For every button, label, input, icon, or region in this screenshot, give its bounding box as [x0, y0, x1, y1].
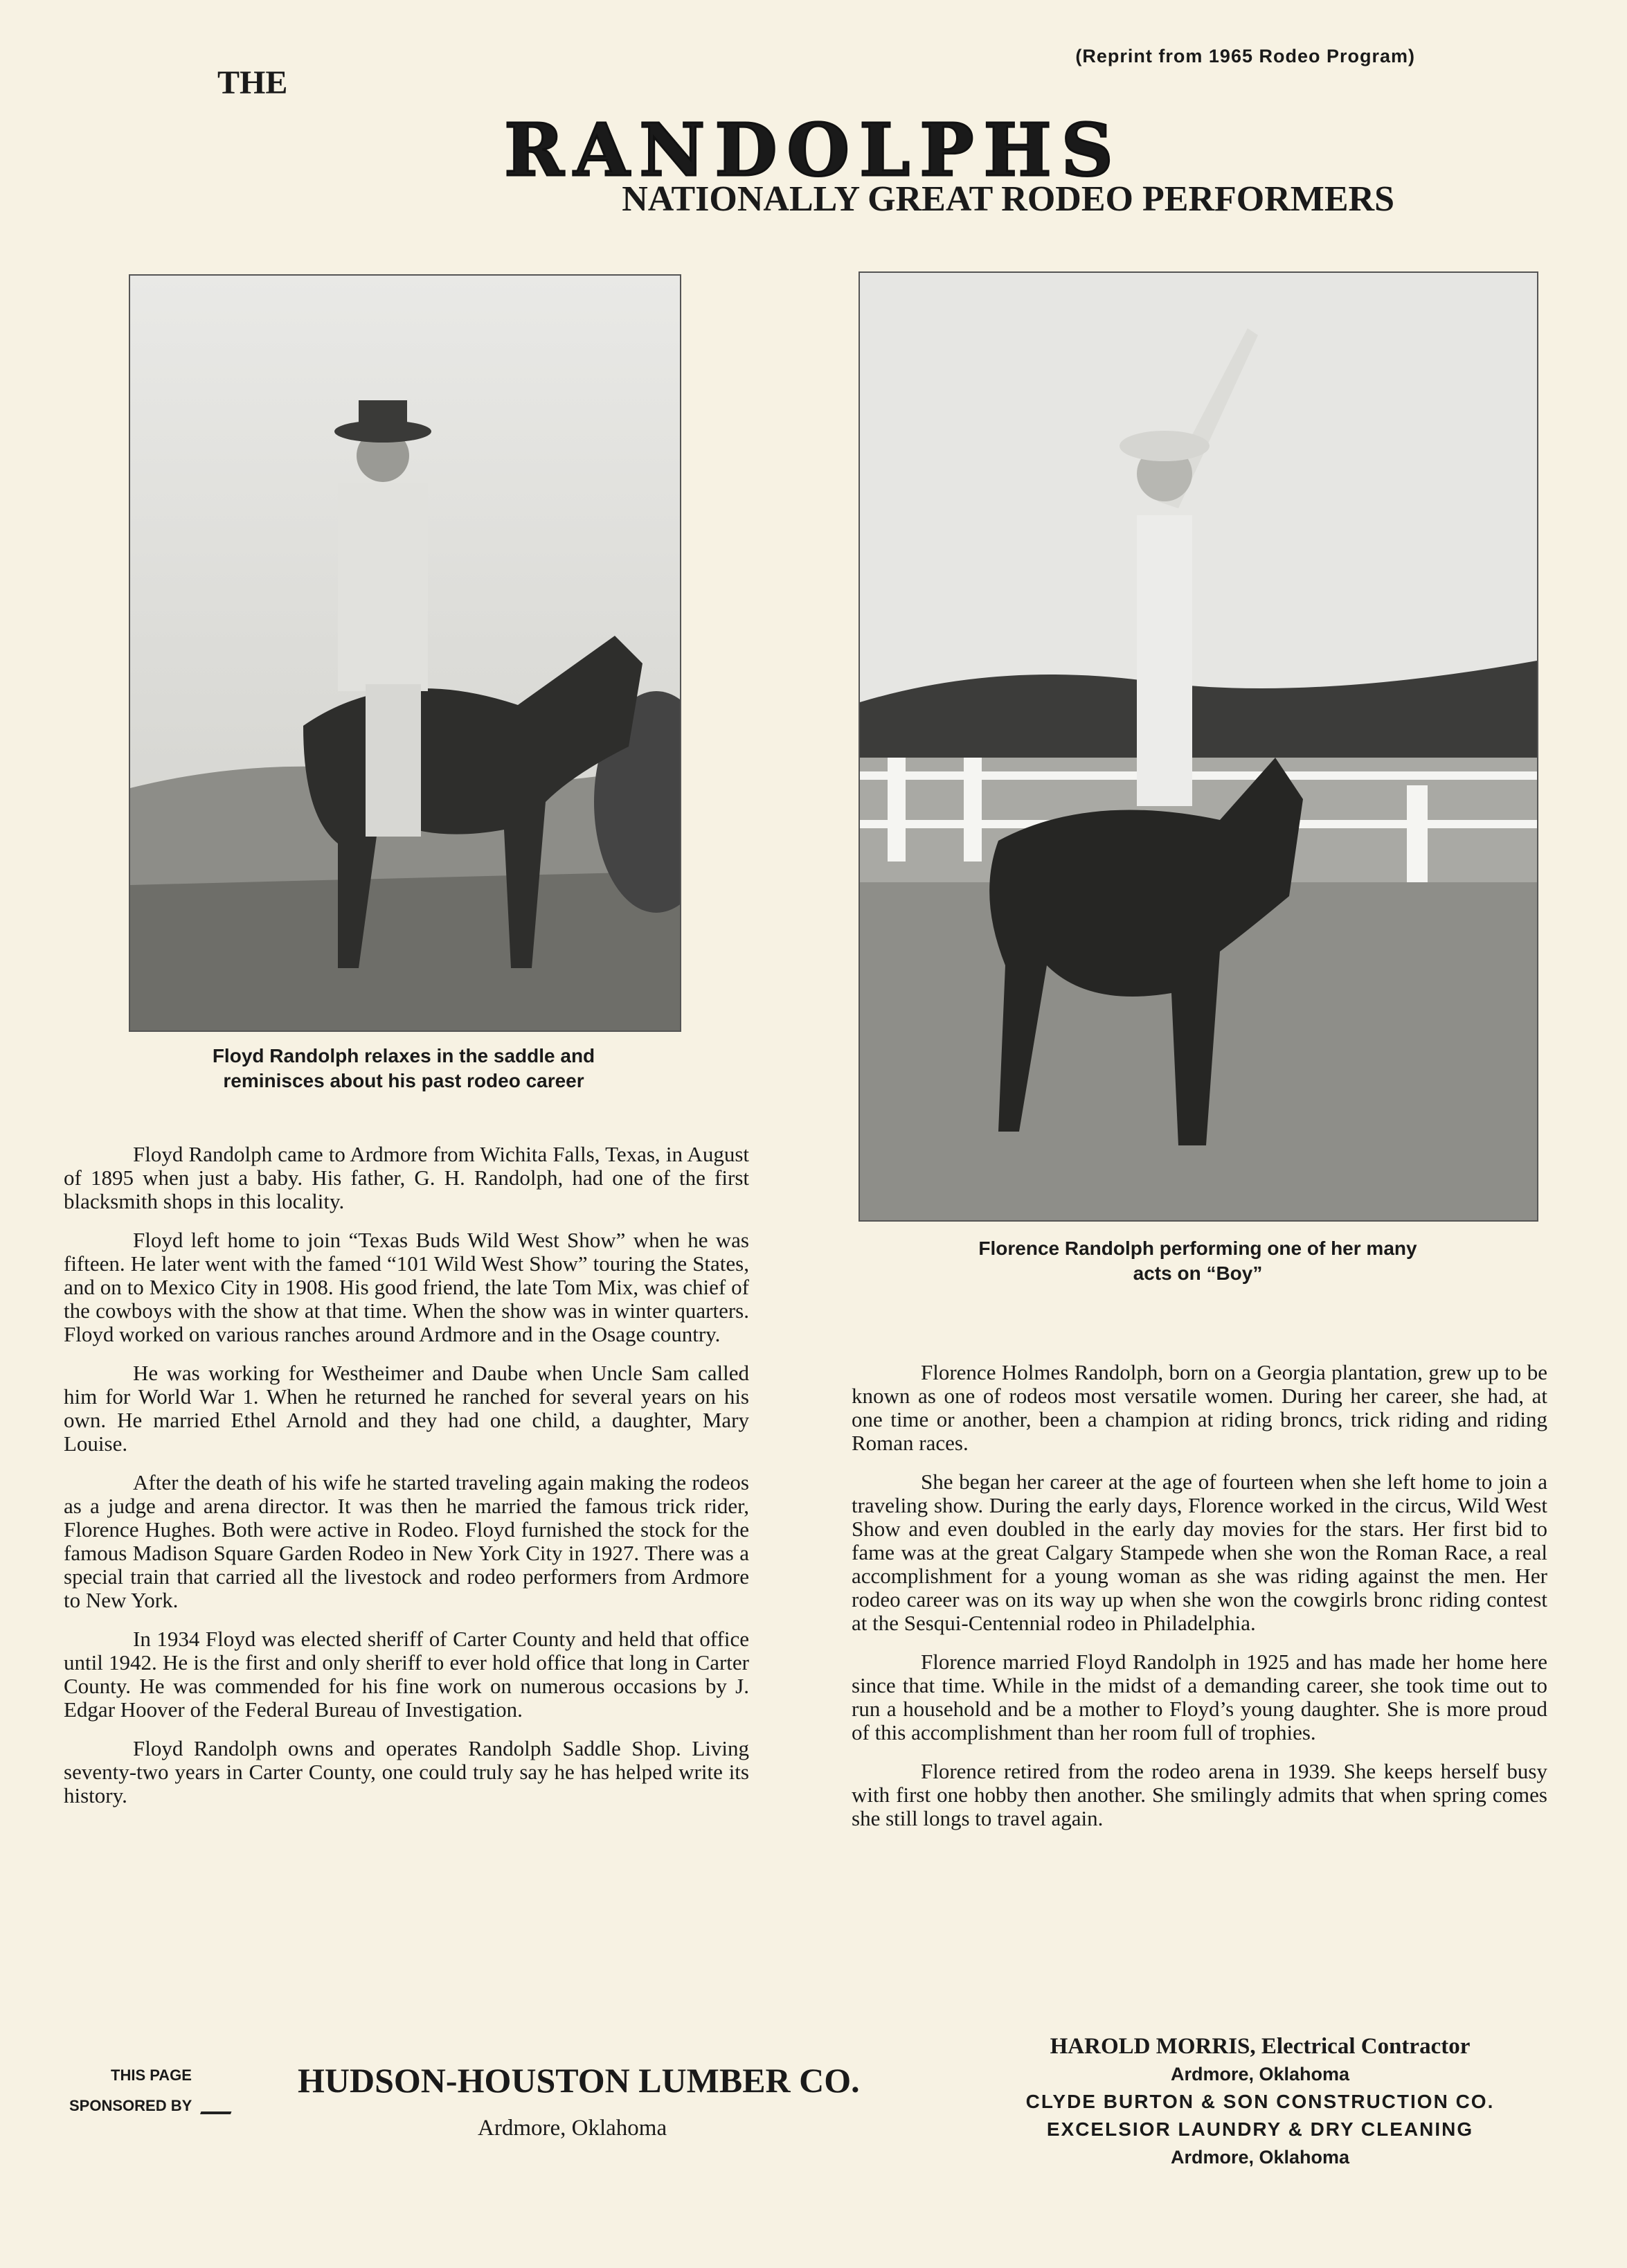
sponsored-line1: THIS PAGE: [111, 2066, 192, 2084]
sponsored-line2: [69, 2091, 233, 2121]
florence-photo-image: [860, 273, 1537, 1220]
left-paragraph: Floyd Randolph came to Ardmore from Wichita Falls, Texas, in August of 1895 when just a baby. His father, G. H. Randolph, had one of the first blacksmith shops in this locality.: [64, 1142, 749, 1213]
floyd-photo: [129, 274, 681, 1032]
hudson-houston-sponsor: HUDSON-HOUSTON LUMBER CO.: [298, 2061, 860, 2100]
right-paragraph: She began her career at the age of fourteen when she left home to join a traveling show. During the early days, Florence worked in the circus, Wild West Show and even doubled in the early day movies for the stars. Her first bid to fame was at the great Calgary Stampede when she won the Roman Race, a real accomplishment for a young woman as she was riding against the men. Her rodeo career was on its way up when she won the cowgirls bronc riding contest at the Sesqui-Centennial rodeo in Philadelphia.: [852, 1470, 1547, 1635]
florence-caption-line2: acts on “Boy”: [1133, 1262, 1263, 1284]
sponsors-list: [949, 2033, 1572, 2171]
floyd-caption: [129, 1044, 678, 1093]
left-paragraph: He was working for Westheimer and Daube when Uncle Sam called him for World War 1. When he returned he ranched for several years on his own. He married Ethel Arnold and they had one child, a daughter, Mary Louise.: [64, 1361, 749, 1456]
right-article-column: [852, 1361, 1547, 1846]
right-paragraph: Florence retired from the rodeo arena in 1939. She keeps herself busy with first one hobby then another. She smilingly admits that when spring comes she still longs to travel again.: [852, 1759, 1547, 1830]
reprint-note: (Reprint from 1965 Rodeo Program): [1075, 46, 1415, 66]
logo-icon: [200, 2099, 236, 2114]
page-title: RANDOLPHS: [504, 107, 1123, 193]
left-paragraph: Floyd left home to join “Texas Buds Wild West Show” when he was fifteen. He later went with the famed “101 Wild West Show” touring the States, and on to Mexico City in 1908. His good friend, the late Tom Mix, was chief of the cowboys with the show at that time. When the show was in winter quarters. Floyd worked on various ranches around Ardmore and in the Osage country.: [64, 1228, 749, 1346]
clyde-burton-sponsor: CLYDE BURTON & SON CONSTRUCTION CO.: [1025, 2091, 1495, 2112]
left-article-column: [64, 1143, 749, 1823]
sponsored-by-label: [69, 2060, 233, 2121]
hudson-city: Ardmore, Oklahoma: [478, 2116, 667, 2141]
page-subtitle: NATIONALLY GREAT RODEO PERFORMERS: [622, 179, 1394, 219]
left-paragraph: Floyd Randolph owns and operates Randolph Saddle Shop. Living seventy-two years in Carter County, one could truly say he has helped write its history.: [64, 1736, 749, 1807]
excelsior-sponsor: EXCELSIOR LAUNDRY & DRY CLEANING: [1046, 2118, 1474, 2140]
excelsior-city: Ardmore, Oklahoma: [1170, 2147, 1350, 2168]
florence-caption: [893, 1236, 1502, 1286]
sponsored-line2-text: SPONSORED BY: [69, 2097, 192, 2114]
right-paragraph: Florence Holmes Randolph, born on a Georgia plantation, grew up to be known as one of rodeos most versatile women. During her career, she had, at one time or another, been a champion at riding broncs, trick riding and riding Roman races.: [852, 1360, 1547, 1455]
floyd-caption-line1: Floyd Randolph relaxes in the saddle and: [212, 1045, 595, 1066]
left-paragraph: In 1934 Floyd was elected sheriff of Carter County and held that office until 1942. He is the first and only sheriff to ever hold office that long in Carter County. He was commended for his fine work on numerous occasions by J. Edgar Hoover of the Federal Bureau of Investigation.: [64, 1627, 749, 1722]
florence-photo: [859, 271, 1538, 1222]
title-the: THE: [217, 64, 288, 101]
harold-city: Ardmore, Oklahoma: [1170, 2064, 1350, 2084]
floyd-photo-image: [130, 276, 680, 1030]
harold-morris-sponsor: HAROLD MORRIS, Electrical Contractor: [1050, 2034, 1471, 2059]
left-paragraph: After the death of his wife he started traveling again making the rodeos as a judge and arena director. It was then he married the famous trick rider, Florence Hughes. Both were active in Rodeo. Floyd furnished the stock for the famous Madison Square Garden Rodeo in New York City in 1927. There was a special train that carried all the livestock and rodeo performers from Ardmore to New York.: [64, 1470, 749, 1612]
right-paragraph: Florence married Floyd Randolph in 1925 and has made her home here since that time. While in the midst of a demanding career, she took time out to run a household and be a mother to Floyd’s young daughter. She is more proud of this accomplishment than her room full of trophies.: [852, 1650, 1547, 1744]
florence-caption-line1: Florence Randolph performing one of her many: [978, 1238, 1417, 1259]
floyd-caption-line2: reminisces about his past rodeo career: [223, 1070, 584, 1091]
